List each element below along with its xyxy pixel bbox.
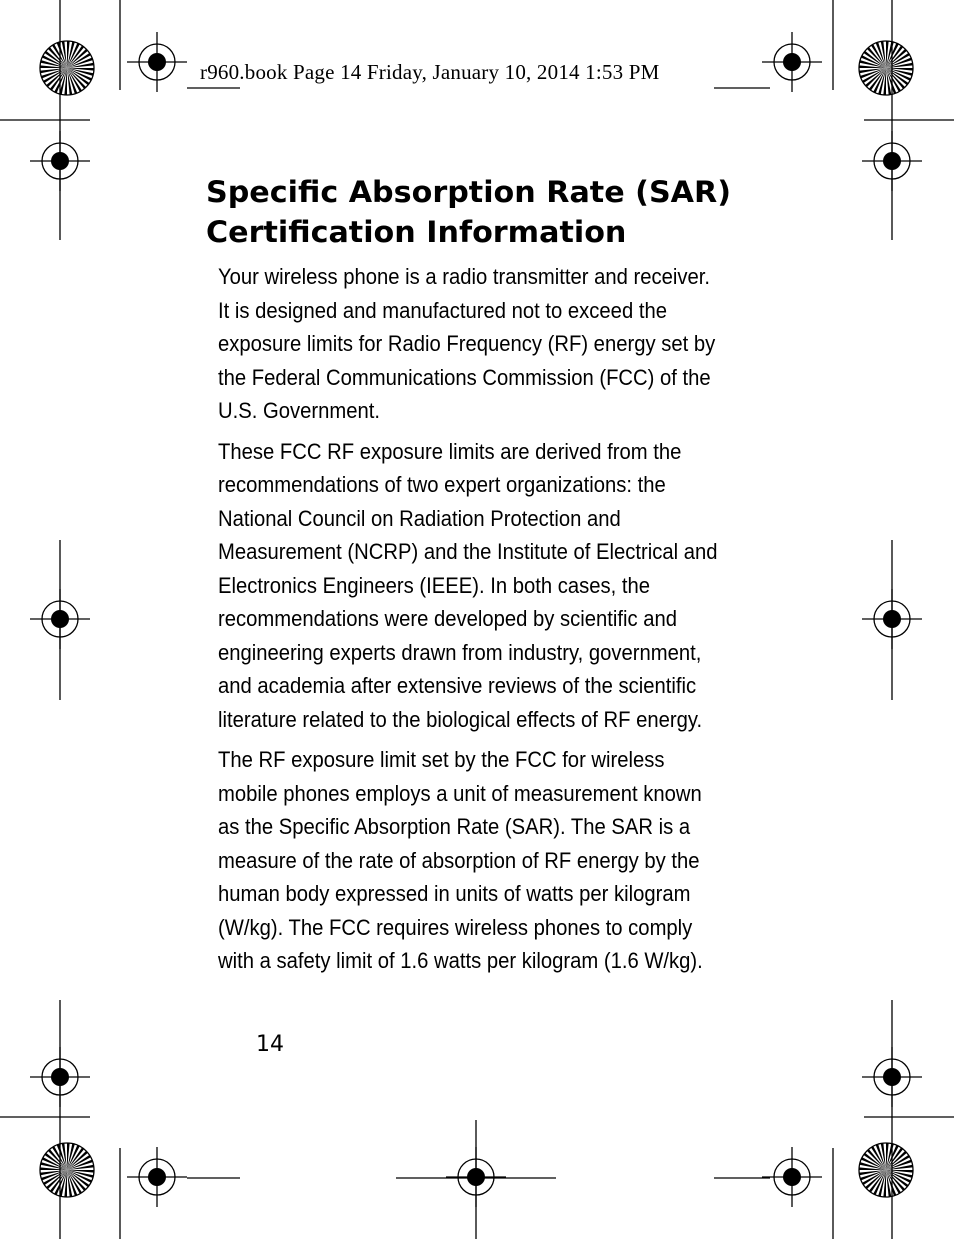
registration-starburst [40, 1143, 94, 1197]
text-line: as the Specific Absorption Rate (SAR). The SAR is a [218, 814, 691, 839]
section-heading [206, 172, 851, 252]
text-line: engineering experts drawn from industry, government, [218, 639, 702, 665]
text-line: recommendations were developed by scientific and [218, 606, 678, 631]
text-line: recommendations of two expert organizations: the [218, 472, 666, 497]
registration-starburst [859, 1143, 913, 1197]
text-line: National Council on Radiation Protection and [218, 505, 621, 531]
text-line: mobile phones employs a unit of measurement known [218, 780, 702, 806]
paragraph-rf-limits-intro [218, 260, 770, 428]
registration-starburst [40, 41, 94, 95]
registration-starburst [859, 41, 913, 95]
text-line: (W/kg). The FCC requires wireless phones to comply [218, 914, 693, 940]
text-line: literature related to the biological effects of RF energy. [218, 706, 703, 732]
text-line: U.S. Government. [218, 398, 380, 423]
text-line: The RF exposure limit set by the FCC for wireless [218, 747, 665, 772]
body-text [218, 260, 778, 985]
section-heading-line-2: Certification Information [206, 215, 627, 249]
section-heading-line-1: Specific Absorption Rate (SAR) [206, 175, 732, 209]
text-line: human body expressed in units of watts per kilogram [218, 881, 691, 906]
text-line: measure of the rate of absorption of RF energy by the [218, 847, 700, 873]
text-line: Measurement (NCRP) and the Institute of Electrical and [218, 539, 718, 564]
print-slug-line: r960.book Page 14 Friday, January 10, 2014 1:53 PM [200, 60, 660, 84]
text-line: Your wireless phone is a radio transmitter and receiver. [218, 264, 711, 289]
paragraph-sar-definition [218, 743, 770, 978]
text-line: Electronics Engineers (IEEE). In both cases, the [218, 572, 650, 598]
text-line: It is designed and manufactured not to exceed the [218, 297, 667, 323]
text-line: with a safety limit of 1.6 watts per kilogram (1.6 W/kg). [218, 948, 703, 973]
text-line: the Federal Communications Commission (FCC) of the [218, 364, 711, 390]
text-line: exposure limits for Radio Frequency (RF) energy set by [218, 331, 716, 356]
page-number: 14 [256, 1032, 284, 1057]
text-line: These FCC RF exposure limits are derived from the [218, 438, 682, 464]
paragraph-expert-organizations [218, 435, 770, 737]
text-line: and academia after extensive reviews of the scientific [218, 673, 697, 698]
